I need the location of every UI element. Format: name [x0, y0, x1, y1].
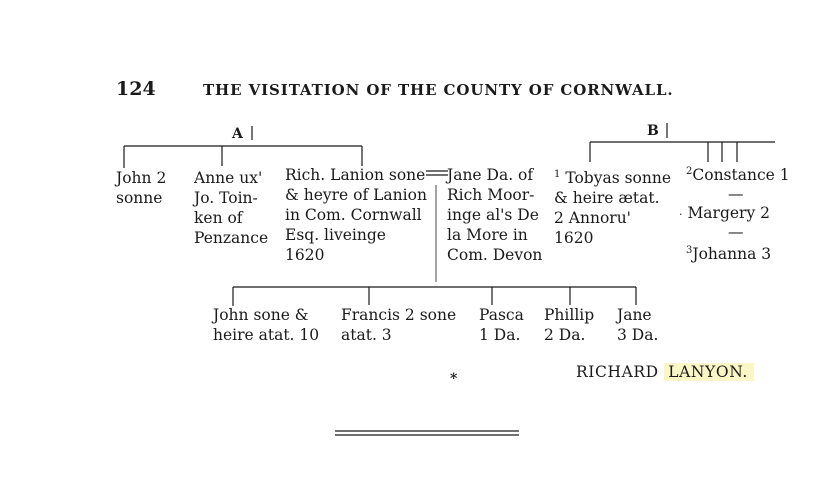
page-title: THE VISITATION OF THE COUNTY OF CORNWALL. — [203, 81, 674, 99]
child-francis: Francis 2 sone atat. 3 — [341, 306, 457, 344]
marker-a: A — [232, 126, 243, 142]
person-margery: · Margery 2 — [679, 204, 771, 222]
person-anne: Anne ux' Jo. Toin- ken of Penzance — [194, 169, 269, 247]
page-number: 124 — [116, 78, 156, 100]
separator-dash: — — [728, 223, 744, 241]
highlighted-surname: LANYON. — [664, 363, 754, 381]
person-constance: $^2$Constance 1 — [686, 166, 790, 185]
child-jane: Jane 3 Da. — [617, 306, 659, 344]
child-john: John sone & heire atat. 10 — [213, 306, 320, 344]
person-jane-mooringe: Jane Da. of Rich Moor- inge al's De la More in Com. Devon — [447, 166, 543, 264]
person-tobyas: $^1$ Tobyas sonne & heire ætat. 2 Annoru' 1620 — [554, 169, 672, 248]
child-pasca: Pasca 1 Da. — [479, 306, 524, 344]
person-richard-lanion: Rich. Lanion sone & heyre of Lanion in Com. Cornwall Esq. liveinge 1620 — [285, 166, 427, 264]
asterisk-ornament: * — [450, 371, 458, 387]
family-name: RICHARD LANYON. — [576, 362, 754, 382]
separator-dash: — — [728, 185, 744, 203]
person-johanna: $^3$Johanna 3 — [686, 245, 772, 264]
person-john-second-son: John 2 sonne — [116, 169, 167, 207]
child-phillip: Phillip 2 Da. — [544, 306, 595, 344]
marker-b: B — [647, 123, 659, 139]
